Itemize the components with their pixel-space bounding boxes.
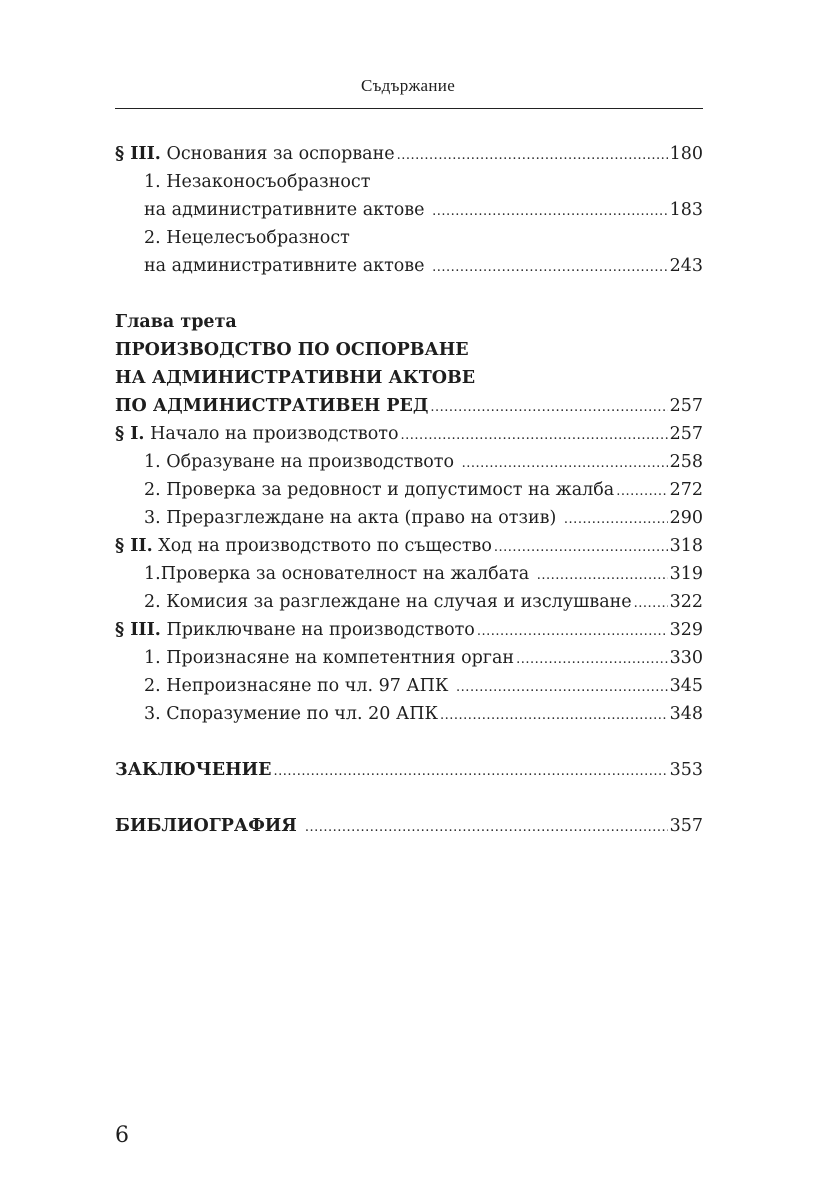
dot-leader xyxy=(634,588,668,618)
dot-leader xyxy=(432,252,668,282)
dot-leader xyxy=(477,616,668,646)
toc-entry xyxy=(115,308,703,336)
toc-entry xyxy=(115,420,703,448)
toc-entry-title xyxy=(115,756,272,784)
toc-entry xyxy=(115,448,703,476)
toc-entry-text: ПО АДМИНИСТРАТИВЕН РЕД xyxy=(115,396,429,416)
toc-entry-text: на административните актове xyxy=(144,200,431,220)
dot-leader xyxy=(274,756,668,786)
toc-entry xyxy=(115,644,703,672)
toc-entry xyxy=(115,364,703,392)
toc-entry-text: 2. Нецелесъобразност xyxy=(144,228,350,248)
toc-entry xyxy=(115,504,703,532)
toc-entry-text: 3. Споразумение по чл. 20 АПК xyxy=(144,704,439,724)
toc-entry-title xyxy=(144,700,438,728)
toc-entry-text: БИБЛИОГРАФИЯ xyxy=(115,816,303,836)
toc-page-number: 348 xyxy=(669,704,703,724)
toc-page-number: 272 xyxy=(669,480,703,500)
toc-entry-text: 2. Проверка за редовност и допустимост на жалба xyxy=(144,480,615,500)
toc-page-number: 180 xyxy=(669,144,703,164)
section-marker: § III. xyxy=(115,144,161,164)
toc-entry xyxy=(115,168,703,196)
toc-entry-text: 1. Произнасяне на компетентния орган xyxy=(144,648,515,668)
toc-entry-title xyxy=(115,364,475,392)
dot-leader xyxy=(440,700,668,730)
toc-entry-title xyxy=(115,308,237,336)
toc-entry xyxy=(115,252,703,280)
toc-entry-title xyxy=(144,476,614,504)
toc-entry-text: Начало на производството xyxy=(144,424,399,444)
toc-page-number: 330 xyxy=(669,648,703,668)
toc-entry-text: Ход на производството по същество xyxy=(152,536,492,556)
dot-leader xyxy=(456,672,668,702)
toc-entry-title xyxy=(115,392,428,420)
dot-leader xyxy=(401,420,668,450)
dot-leader xyxy=(462,448,668,478)
toc-entry xyxy=(115,812,703,840)
toc-page-number: 243 xyxy=(669,256,703,276)
toc-page-number: 329 xyxy=(669,620,703,640)
dot-leader xyxy=(564,504,668,534)
section-marker: § II. xyxy=(115,536,153,556)
toc-page-number: 183 xyxy=(669,200,703,220)
toc-entry-title xyxy=(144,672,454,700)
toc-entry-text: ПРОИЗВОДСТВО ПО ОСПОРВАНЕ xyxy=(115,340,469,360)
toc-entry-title xyxy=(115,532,492,560)
toc-entry-text: Глава трета xyxy=(115,312,237,332)
toc-entry-text: 1. Незаконосъобразност xyxy=(144,172,371,192)
toc-entry-text: 2. Непроизнасяне по чл. 97 АПК xyxy=(144,676,455,696)
toc-entry xyxy=(115,532,703,560)
toc-entry-text: Приключване на производството xyxy=(160,620,475,640)
dot-leader xyxy=(516,644,668,674)
toc-entry xyxy=(115,140,703,168)
toc-page-number: 345 xyxy=(669,676,703,696)
toc-entry xyxy=(115,392,703,420)
toc-entry-title xyxy=(144,644,514,672)
toc-page-number: 357 xyxy=(669,816,703,836)
toc-entry-title xyxy=(144,448,460,476)
dot-leader xyxy=(430,392,667,422)
toc-entry-text: Основания за оспорване xyxy=(160,144,395,164)
toc-page-number: 258 xyxy=(669,452,703,472)
dot-leader xyxy=(305,812,668,842)
toc-entry-title xyxy=(144,168,370,196)
toc-page-number: 257 xyxy=(669,424,703,444)
toc-entry-title xyxy=(115,812,303,840)
toc-entry-title xyxy=(144,224,350,252)
toc-entry xyxy=(115,700,703,728)
header-rule xyxy=(115,108,703,109)
toc-entry-title xyxy=(115,420,399,448)
toc-page-number: 322 xyxy=(669,592,703,612)
toc-entry-title xyxy=(115,140,395,168)
toc-page-number: 318 xyxy=(669,536,703,556)
toc-page-number: 353 xyxy=(669,760,703,780)
toc-entry-text: 1. Образуване на производството xyxy=(144,452,460,472)
toc-entry xyxy=(115,476,703,504)
toc-entry xyxy=(115,196,703,224)
toc-entry xyxy=(115,336,703,364)
toc-entry-text: 3. Преразглеждане на акта (право на отзив) xyxy=(144,508,562,528)
toc-entry-title xyxy=(144,588,632,616)
toc-entry-text: 2. Комисия за разглеждане на случая и изслушване xyxy=(144,592,632,612)
toc-page-number: 319 xyxy=(669,564,703,584)
toc-entry-title xyxy=(144,196,430,224)
toc-entry xyxy=(115,756,703,784)
section-marker: § I. xyxy=(115,424,145,444)
toc-entry xyxy=(115,224,703,252)
toc-entry-text: на административните актове xyxy=(144,256,431,276)
table-of-contents xyxy=(115,140,703,840)
running-header: Съдържание xyxy=(360,76,456,95)
dot-leader xyxy=(494,532,668,562)
toc-entry xyxy=(115,672,703,700)
section-marker: § III. xyxy=(115,620,161,640)
toc-entry-title xyxy=(115,336,469,364)
toc-entry-title xyxy=(144,252,430,280)
toc-entry-title xyxy=(144,560,535,588)
dot-leader xyxy=(397,140,668,170)
dot-leader xyxy=(537,560,668,590)
toc-entry xyxy=(115,560,703,588)
toc-entry-text: ЗАКЛЮЧЕНИЕ xyxy=(115,760,272,780)
dot-leader xyxy=(616,476,667,506)
toc-entry-text: 1.Проверка за основателност на жалбата xyxy=(144,564,535,584)
toc-page-number: 257 xyxy=(669,396,703,416)
toc-entry-text: НА АДМИНИСТРАТИВНИ АКТОВЕ xyxy=(115,368,476,388)
toc-entry-title xyxy=(115,616,475,644)
dot-leader xyxy=(432,196,668,226)
toc-entry-title xyxy=(144,504,562,532)
toc-page-number: 290 xyxy=(669,508,703,528)
page-number: 6 xyxy=(115,1123,129,1148)
toc-entry xyxy=(115,588,703,616)
toc-entry xyxy=(115,616,703,644)
